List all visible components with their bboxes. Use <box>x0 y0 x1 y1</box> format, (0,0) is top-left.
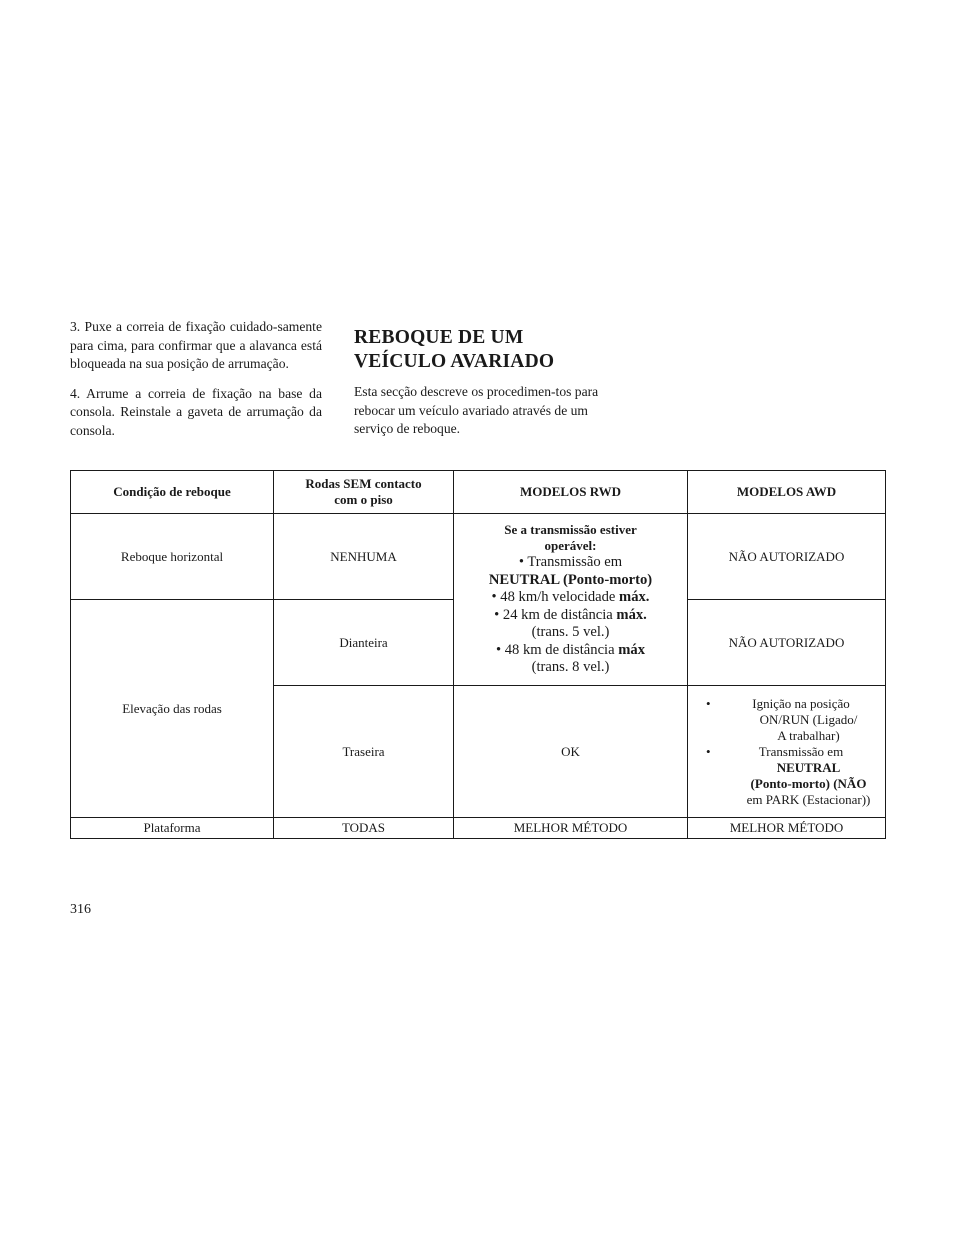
rear-awd-b2-l4: em PARK (Estacionar)) <box>746 791 871 807</box>
left-column <box>70 318 322 451</box>
rear-awd-b2-l1: Transmissão em <box>758 743 844 759</box>
cell-rwd-merged <box>454 514 688 686</box>
header-wheels-line-2: com o piso <box>334 492 393 507</box>
cell-platform-condition: Plataforma <box>71 818 274 839</box>
step-3-paragraph: 3. Puxe a correia de fixação cuidado-samente para cima, para confirmar que a alavanca está bloqueada na sua posição de arrumação. <box>70 319 322 371</box>
cell-platform-rwd: MELHOR MÉTODO <box>454 818 688 839</box>
header-rwd: MODELOS RWD <box>454 471 688 514</box>
table-header-row <box>71 471 886 514</box>
rwd-line-3 <box>458 589 683 607</box>
list-item <box>702 696 881 712</box>
rwd-line-7: (trans. 8 vel.) <box>531 659 610 676</box>
rwd-line-2: NEUTRAL (Ponto-morto) <box>488 571 653 588</box>
cell-platform-awd: MELHOR MÉTODO <box>688 818 886 839</box>
rear-awd-b2-l2: NEUTRAL <box>776 759 841 775</box>
rwd-line-6-text: • 48 km de distância <box>495 641 619 658</box>
cell-flat-awd: NÃO AUTORIZADO <box>688 514 886 600</box>
rwd-line-4 <box>458 607 683 625</box>
cell-flat-condition: Reboque horizontal <box>71 514 274 600</box>
table-row <box>71 818 886 839</box>
rwd-line-6 <box>458 642 683 660</box>
rwd-head-line-2: operável: <box>544 537 597 553</box>
cell-flat-wheels: NENHUMA <box>274 514 454 600</box>
right-column <box>354 326 610 439</box>
list-item <box>702 744 881 760</box>
rwd-line-4-text: • 24 km de distância <box>494 606 617 623</box>
cell-front-awd: NÃO AUTORIZADO <box>688 600 886 686</box>
cell-lift-condition: Elevação das rodas <box>71 600 274 818</box>
section-intro: Esta secção descreve os procedimen-tos para rebocar um veículo avariado através de um serviço de reboque. <box>354 384 599 436</box>
header-awd: MODELOS AWD <box>688 471 886 514</box>
cell-front-wheels: Dianteira <box>274 600 454 686</box>
towing-table <box>70 470 886 839</box>
header-condition: Condição de reboque <box>71 471 274 514</box>
cell-platform-wheels: TODAS <box>274 818 454 839</box>
step-4-paragraph: 4. Arrume a correia de fixação na base da consola. Reinstale a gaveta de arrumação da consola. <box>70 385 322 438</box>
rwd-line-5: (trans. 5 vel.) <box>531 624 610 641</box>
heading-line-2: VEÍCULO AVARIADO <box>354 351 555 372</box>
header-wheels <box>274 471 454 514</box>
rwd-line-3-text: • 48 km/h velocidade <box>491 589 620 606</box>
rear-awd-b2-l3: (Ponto-morto) (NÃO <box>750 775 867 791</box>
rwd-line-3-bold: máx. <box>619 589 650 606</box>
cell-rear-awd <box>688 686 886 818</box>
bullet-icon: • <box>706 743 711 759</box>
rear-awd-b1-l1: Ignição na posição <box>752 695 850 711</box>
page-number: 316 <box>70 902 91 917</box>
heading-line-1: REBOQUE DE UM <box>354 327 524 348</box>
rwd-line-6-bold: máx <box>618 641 645 658</box>
rwd-line-4-bold: máx. <box>616 606 647 623</box>
rear-awd-b1-l2: ON/RUN (Ligado/ <box>759 711 858 727</box>
rear-awd-b1-l3: A trabalhar) <box>777 727 840 743</box>
cell-rear-rwd: OK <box>454 686 688 818</box>
table-row <box>71 514 886 600</box>
bullet-icon: • <box>706 695 711 711</box>
section-heading <box>354 326 610 374</box>
rwd-head-line-1: Se a transmissão estiver <box>504 521 637 537</box>
cell-rear-wheels: Traseira <box>274 686 454 818</box>
rwd-line-1: • Transmissão em <box>518 553 623 570</box>
header-wheels-line-1: Rodas SEM contacto <box>305 476 422 491</box>
